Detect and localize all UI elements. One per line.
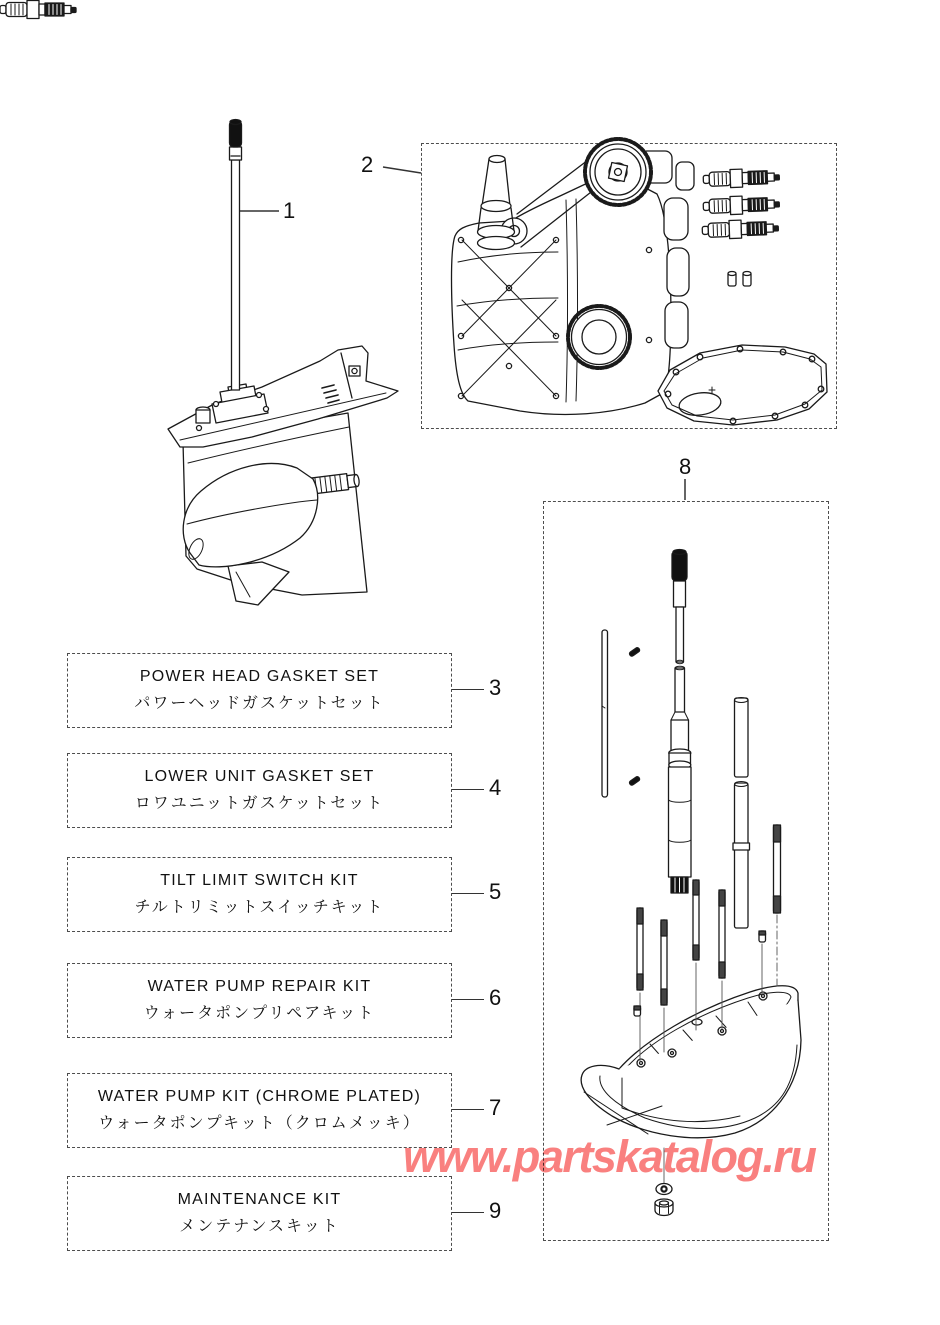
kit-label-en: TILT LIMIT SWITCH KIT [160, 872, 359, 889]
leader-line [452, 789, 484, 790]
kit-row-power-head-gasket-set [67, 653, 502, 728]
kit-row-water-pump-repair-kit [67, 963, 502, 1038]
kit-label-jp: ウォータポンプリペアキット [143, 1005, 376, 1022]
callout-7: 7 [489, 1095, 502, 1120]
kit-box [67, 857, 452, 932]
kit-row-maintenance-kit [67, 1176, 502, 1251]
leader-line [452, 1212, 484, 1213]
kit-label-en: MAINTENANCE KIT [177, 1191, 342, 1208]
leader-line [452, 893, 484, 894]
kit-box [67, 753, 452, 828]
callout-8: 8 [679, 454, 692, 479]
kit-label-jp: ウォータポンプキット（クロムメッキ） [98, 1115, 421, 1132]
callout-3: 3 [489, 675, 502, 700]
kit-label-jp: チルトリミットスイッチキット [134, 899, 385, 916]
kit-row-tilt-limit-switch-kit [67, 857, 502, 932]
callout-5: 5 [489, 879, 502, 904]
kit-box [67, 1176, 452, 1251]
callout-6: 6 [489, 985, 502, 1010]
leader-line [452, 1109, 484, 1110]
kit-box [67, 963, 452, 1038]
powerhead-figure [0, 1, 827, 426]
kit-label-jp: パワーヘッドガスケットセット [134, 695, 385, 712]
lower-unit-figure [168, 120, 398, 606]
kit-row-lower-unit-gasket-set [67, 753, 502, 828]
callout-9: 9 [489, 1198, 502, 1223]
kit-label-en: WATER PUMP KIT (CHROME PLATED) [97, 1088, 422, 1105]
leader-line [452, 999, 484, 1000]
kit-label-en: POWER HEAD GASKET SET [139, 668, 380, 685]
callout-1: 1 [283, 198, 296, 223]
kit-label-en: WATER PUMP REPAIR KIT [147, 978, 372, 995]
kit-box [67, 653, 452, 728]
callout-2: 2 [361, 152, 374, 177]
kit-label-en: LOWER UNIT GASKET SET [144, 768, 375, 785]
kit-label-jp: ロワユニットガスケットセット [134, 795, 385, 812]
kit-box [67, 1073, 452, 1148]
callout-4: 4 [489, 775, 502, 800]
watermark: www.partskatalog.ru [403, 1131, 816, 1182]
kit-row-water-pump-kit-chrome [67, 1073, 502, 1148]
leader-line [452, 689, 484, 690]
driveshaft-kit-figure [581, 550, 801, 1216]
kit-label-jp: メンテナンスキット [179, 1218, 340, 1235]
